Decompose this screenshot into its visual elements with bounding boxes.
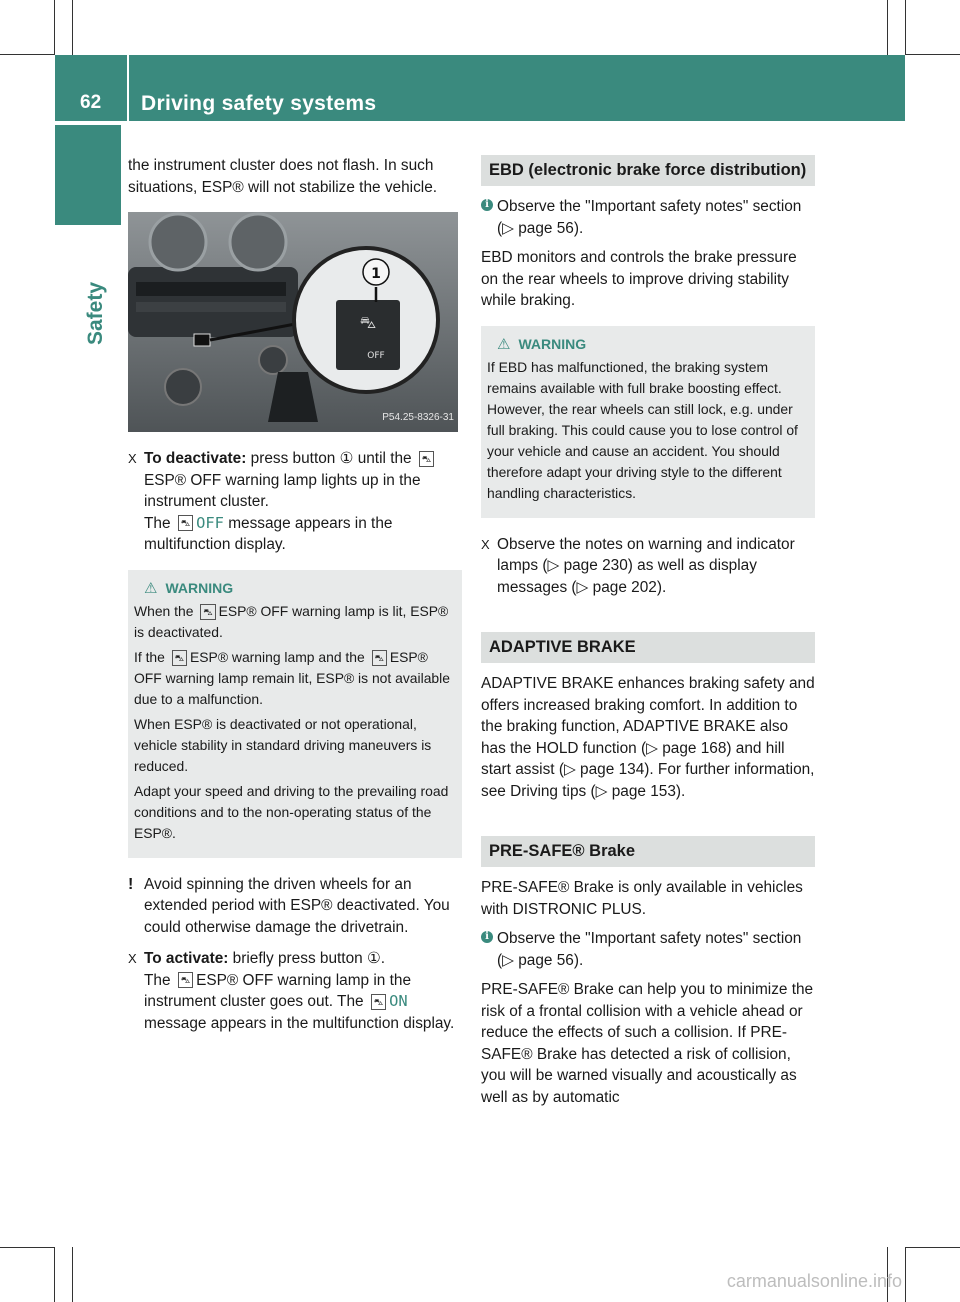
page-title: Driving safety systems: [141, 92, 377, 115]
ebd-info: i Observe the "Important safety notes" section (▷ page 56).: [481, 196, 815, 239]
activate-lead: To activate:: [144, 950, 229, 967]
footer-watermark: carmanualsonline.info: [726, 1271, 902, 1291]
console-illustration: [128, 212, 458, 432]
crop-mark: [905, 54, 960, 55]
crop-mark: [54, 1247, 55, 1302]
adaptive-brake-heading: ADAPTIVE BRAKE: [481, 632, 815, 663]
deactivate-lead: To deactivate:: [144, 450, 247, 467]
crop-mark: [0, 1247, 55, 1248]
display-on-text: ON: [389, 992, 408, 1010]
crop-mark: [72, 0, 73, 55]
header-divider: [127, 55, 129, 121]
deactivate-text3-post: message appears in the multifunction display.: [144, 514, 393, 553]
step-arrow-icon: X: [128, 451, 137, 466]
activate-step: X To activate: briefly press button ①. The ⛍ ESP® OFF warning lamp in the instrument cluster goes out. The ⛍ ON message appears in the multifunction display.: [128, 950, 455, 1032]
adaptive-brake-body: ADAPTIVE BRAKE enhances braking safety and offers increased braking comfort. In addition to the braking function, ADAPTIVE BRAKE also has the HOLD function (▷ page 168) and hill start assist (▷ page 134). For further information, see Driving tips (▷ page 153).: [481, 675, 815, 800]
esp-off-lamp-icon: ⛍: [178, 972, 193, 988]
ebd-heading: EBD (electronic brake force distribution): [481, 155, 815, 186]
warning-paragraph-2: If the ⛍ ESP® warning lamp and the ⛍ ESP® OFF warning lamp remain lit, ESP® is not available due to a malfunction.: [134, 648, 450, 707]
warning-paragraph-3: When ESP® is deactivated or not operational, vehicle stability in standard driving maneuvers is reduced.: [134, 715, 432, 774]
warning-title: WARNING: [518, 335, 587, 352]
figure-code: P54.25-8326-31: [382, 411, 454, 423]
ebd-warning-box: [481, 326, 815, 518]
esp-off-button-label: OFF: [367, 351, 385, 361]
deactivate-step: [128, 448, 462, 556]
side-tab: [55, 125, 121, 225]
ebd-warning-text: If EBD has malfunctioned, the braking system remains available with full brake boosting effect. However, the rear wheels can still lock, e.g. under full braking. This could cause you to lose control of your vehicle and cause an accident. You should therefore adapt your driving style to the different handling characteristics.: [487, 358, 798, 501]
esp-lamp-icon: ⛍: [172, 650, 187, 666]
esp-off-lamp-icon: ⛍: [372, 650, 387, 666]
deactivate-text3-pre: The: [144, 514, 171, 532]
esp-off-lamp-icon: ⛍: [200, 604, 215, 620]
deactivate-text2: ESP® OFF warning lamp lights up in the instrument cluster.: [144, 471, 421, 510]
deactivate-text1: press button ① until the: [250, 450, 412, 467]
display-off-text: OFF: [196, 513, 224, 532]
crop-mark: [54, 0, 55, 55]
callout-number: 1: [371, 266, 381, 282]
ebd-body: EBD monitors and controls the brake pressure on the rear wheels to improve driving stability while braking.: [481, 249, 797, 309]
crop-mark: [905, 1247, 960, 1248]
notice-icon: !: [128, 875, 134, 893]
esp-off-lamp-icon: ⛍: [419, 451, 434, 467]
left-column: [128, 155, 462, 1042]
presafe-info: i Observe the "Important safety notes" section (▷ page 56).: [481, 928, 815, 971]
step-arrow-icon: X: [128, 951, 137, 966]
center-console-figure: [128, 212, 458, 432]
warning-paragraph-4: Adapt your speed and driving to the prevailing road conditions and to the non-operating status of the ESP®.: [134, 782, 449, 841]
right-column: [481, 155, 815, 1116]
step-arrow-icon: X: [481, 536, 490, 552]
crop-mark: [72, 1247, 73, 1302]
crop-mark: [905, 0, 906, 55]
esp-lamp-icon: ⛍: [178, 515, 193, 531]
warning-title: WARNING: [165, 579, 234, 596]
esp-lamp-icon: ⛍: [371, 994, 386, 1010]
presafe-paragraph-2: PRE-SAFE® Brake can help you to minimize the risk of a frontal collision with a vehicle ahead or reduce the effects of such a collision. If PRE-SAFE® Brake has detected a risk of collision, you will be warned visually and acoustically as well as by automatic: [481, 981, 814, 1106]
warning-header: [134, 578, 456, 599]
intro-paragraph: the instrument cluster does not flash. In such situations, ESP® will not stabilize the vehicle.: [128, 157, 438, 196]
crop-mark: [905, 1247, 906, 1302]
crop-mark: [887, 0, 888, 55]
warning-triangle-icon: ⚠: [144, 579, 158, 597]
drivetrain-notice: ! Avoid spinning the driven wheels for an extended period with ESP® deactivated. You could otherwise damage the drivetrain.: [128, 875, 450, 936]
ebd-step: X Observe the notes on warning and indicator lamps (▷ page 230) as well as display messages (▷ page 202).: [481, 535, 795, 596]
warning-header: [487, 334, 809, 355]
presafe-brake-heading: PRE-SAFE® Brake: [481, 836, 815, 867]
warning-paragraph-1: When the ⛍ ESP® OFF warning lamp is lit, ESP® is deactivated.: [134, 602, 449, 640]
warning-triangle-icon: ⚠: [497, 335, 511, 353]
svg-text:⛍: ⛍: [359, 313, 377, 332]
side-tab-label: Safety: [84, 281, 107, 345]
info-icon: i: [481, 199, 493, 211]
page-number: 62: [80, 92, 102, 113]
presafe-paragraph-1: PRE-SAFE® Brake is only available in vehicles with DISTRONIC PLUS.: [481, 879, 803, 918]
esp-warning-box: [128, 570, 462, 858]
crop-mark: [0, 54, 55, 55]
info-icon: i: [481, 931, 493, 943]
